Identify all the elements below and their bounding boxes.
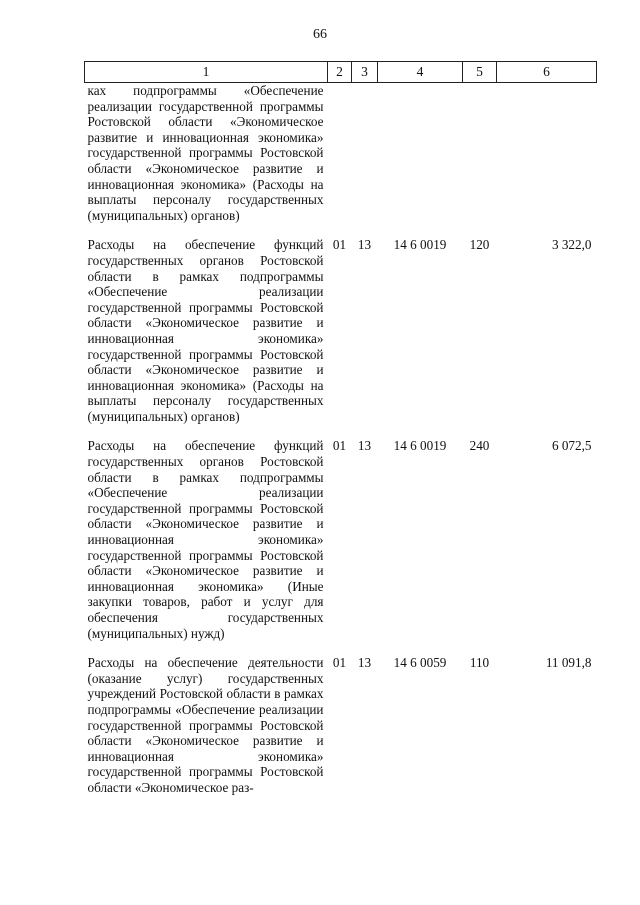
row-target-article: 14 6 0019 xyxy=(393,237,447,253)
row-expense-type xyxy=(463,83,497,224)
row-razdel: 01 xyxy=(332,237,347,253)
table-row xyxy=(85,655,597,795)
row-spacer xyxy=(85,223,597,237)
header-col-2: 2 xyxy=(328,62,352,83)
row-podrazdel xyxy=(352,83,378,224)
row-razdel: 01 xyxy=(332,438,347,454)
row-description: Расходы на обеспечение функций государственных органов Ростовской области в рамках подпрограммы «Обеспечение реализации государственной программы Ростовской области «Экономическое развитие и инновационная экономика» государственной программы Ростовской области «Экономическое развитие и инновационная экономика» (Расходы на выплаты персоналу государственных (муниципальных) органов) xyxy=(87,237,324,424)
table-row xyxy=(85,83,597,224)
budget-table xyxy=(84,61,597,796)
row-description: ках подпрограммы «Обеспечение реализации государственной программы Ростовской области «Экономическое развитие и инновационная экономика» государственной программы Ростовской области «Экономическое развитие и инновационная экономика» (Расходы на выплаты персоналу государственных (муниципальных) органов) xyxy=(87,83,324,223)
row-expense-type: 120 xyxy=(469,237,490,253)
page-number: 66 xyxy=(313,27,327,42)
row-target-article: 14 6 0019 xyxy=(393,438,447,454)
row-target-article xyxy=(378,83,463,224)
row-description: Расходы на обеспечение деятельности (оказание услуг) государственных учреждений Ростовской области в рамках подпрограммы «Обеспечение реализации государственной программы Ростовской области «Экономическое развитие и инновационная экономика» государственной программы Ростовской области «Экономическое раз- xyxy=(87,655,324,795)
row-target-article: 14 6 0059 xyxy=(393,655,447,671)
row-razdel: 01 xyxy=(332,655,347,671)
row-podrazdel: 13 xyxy=(357,237,372,253)
header-col-5: 5 xyxy=(463,62,497,83)
row-description: Расходы на обеспечение функций государственных органов Ростовской области в рамках подпрограммы «Обеспечение реализации государственной программы Ростовской области «Экономическое развитие и инновационная экономика» государственной программы Ростовской области «Экономическое развитие и инновационная экономика» (Иные закупки товаров, работ и услуг для обеспечения государственных (муниципальных) нужд) xyxy=(87,438,324,641)
header-col-3: 3 xyxy=(352,62,378,83)
row-podrazdel: 13 xyxy=(357,438,372,454)
table-row xyxy=(85,438,597,641)
row-sum: 6 072,5 xyxy=(551,438,592,454)
row-spacer xyxy=(85,424,597,438)
row-sum xyxy=(497,83,597,224)
header-col-4: 4 xyxy=(378,62,463,83)
row-podrazdel: 13 xyxy=(357,655,372,671)
row-spacer xyxy=(85,641,597,655)
row-expense-type: 240 xyxy=(469,438,490,454)
table-header-row xyxy=(85,62,597,83)
row-sum: 3 322,0 xyxy=(551,237,592,253)
header-col-1: 1 xyxy=(85,62,328,83)
table-row xyxy=(85,237,597,424)
row-expense-type: 110 xyxy=(469,655,490,671)
header-col-6: 6 xyxy=(497,62,597,83)
row-razdel xyxy=(328,83,352,224)
row-sum: 11 091,8 xyxy=(545,655,592,671)
